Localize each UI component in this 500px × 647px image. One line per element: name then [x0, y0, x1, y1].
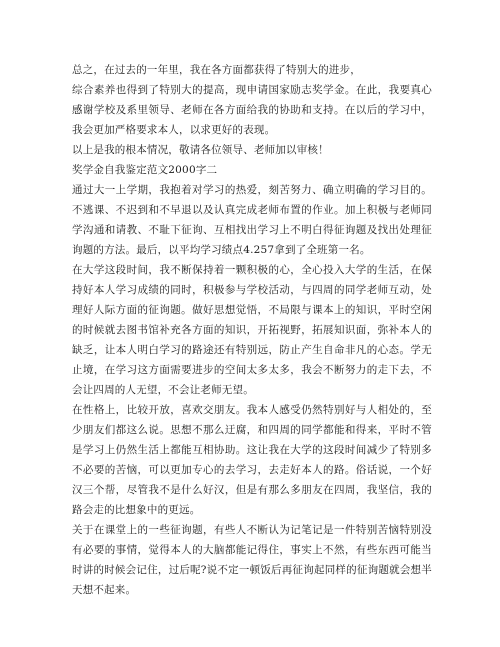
paragraph-application: 综合素养也得到了特别大的提高，现申请国家励志奖学金。在此，我要真心感谢学校及系里领导、老师在各方面给我的协助和支持。在以后的学习中，我会更加严格要求本人，以求更好的表现。 — [72, 84, 432, 136]
paragraph-university-life: 在大学这段时间，我不断保持着一颗积极的心，全心投入大学的生活，在保持好本人学习成绩的同时，积极参与学校活动，与四周的同学老师互动，处理好人际方面的征询题。做好思想觉悟，不局限与课本上的知识，平时空闲的时候就去图书馆补充各方面的知识，开拓视野，拓展知识面，弥补本人的缺乏，让本人明白学习的路途还有特别远，防止产生自命非凡的心态。学无止境，在学习这方面需要进步的空间太多太多，我会不断努力的走下去，不会让四周的人无望，不会让老师无望。 — [72, 264, 432, 396]
paragraph-classroom: 关于在课堂上的一些征询题，有些人不断认为记笔记是一件特别苦恼特别没有必要的事情，觉得本人的大脑都能记得住，事实上不然，有些东西可能当时讲的时候会记住，过后呢?说不定一顿饭后再征询起同样的征询题就会想半天想不起来。 — [72, 524, 432, 596]
section-heading: 奖学金自我鉴定范文2000字二 — [72, 164, 218, 176]
paragraph-study: 通过大一上学期，我抱着对学习的热爱，刻苦努力、确立明确的学习目的。不逃课、不迟到和不早退以及认真完成老师布置的作业。加上积极与老师同学沟通和请教、不耻下征询、互相找出学习上不明白得征询题及找出处理征询题的方法。最后，以平均学习绩点4.257拿到了全班第一名。 — [72, 184, 432, 256]
paragraph-request-review: 以上是我的根本情况，敬请各位领导、老师加以审核！ — [72, 144, 329, 156]
document-body — [72, 60, 432, 600]
paragraph-personality: 在性格上，比较开放，喜欢交朋友。我本人感受仍然特别好与人相处的，至少朋友们都这么说。思想不那么迂腐，和四周的同学都能和得来，平时不管是学习上仍然生活上都能互相协助。这让我在大学的这段时间减少了特别多不必要的苦恼，可以更加专心的去学习，去走好本人的路。俗话说，一个好汉三个帮，尽管我不是什么好汉，但是有那么多朋友在四周，我坚信，我的路会走的比想象中的更远。 — [72, 404, 432, 516]
paragraph-summary-intro: 总之，在过去的一年里，我在各方面都获得了特别大的进步， — [72, 64, 361, 76]
